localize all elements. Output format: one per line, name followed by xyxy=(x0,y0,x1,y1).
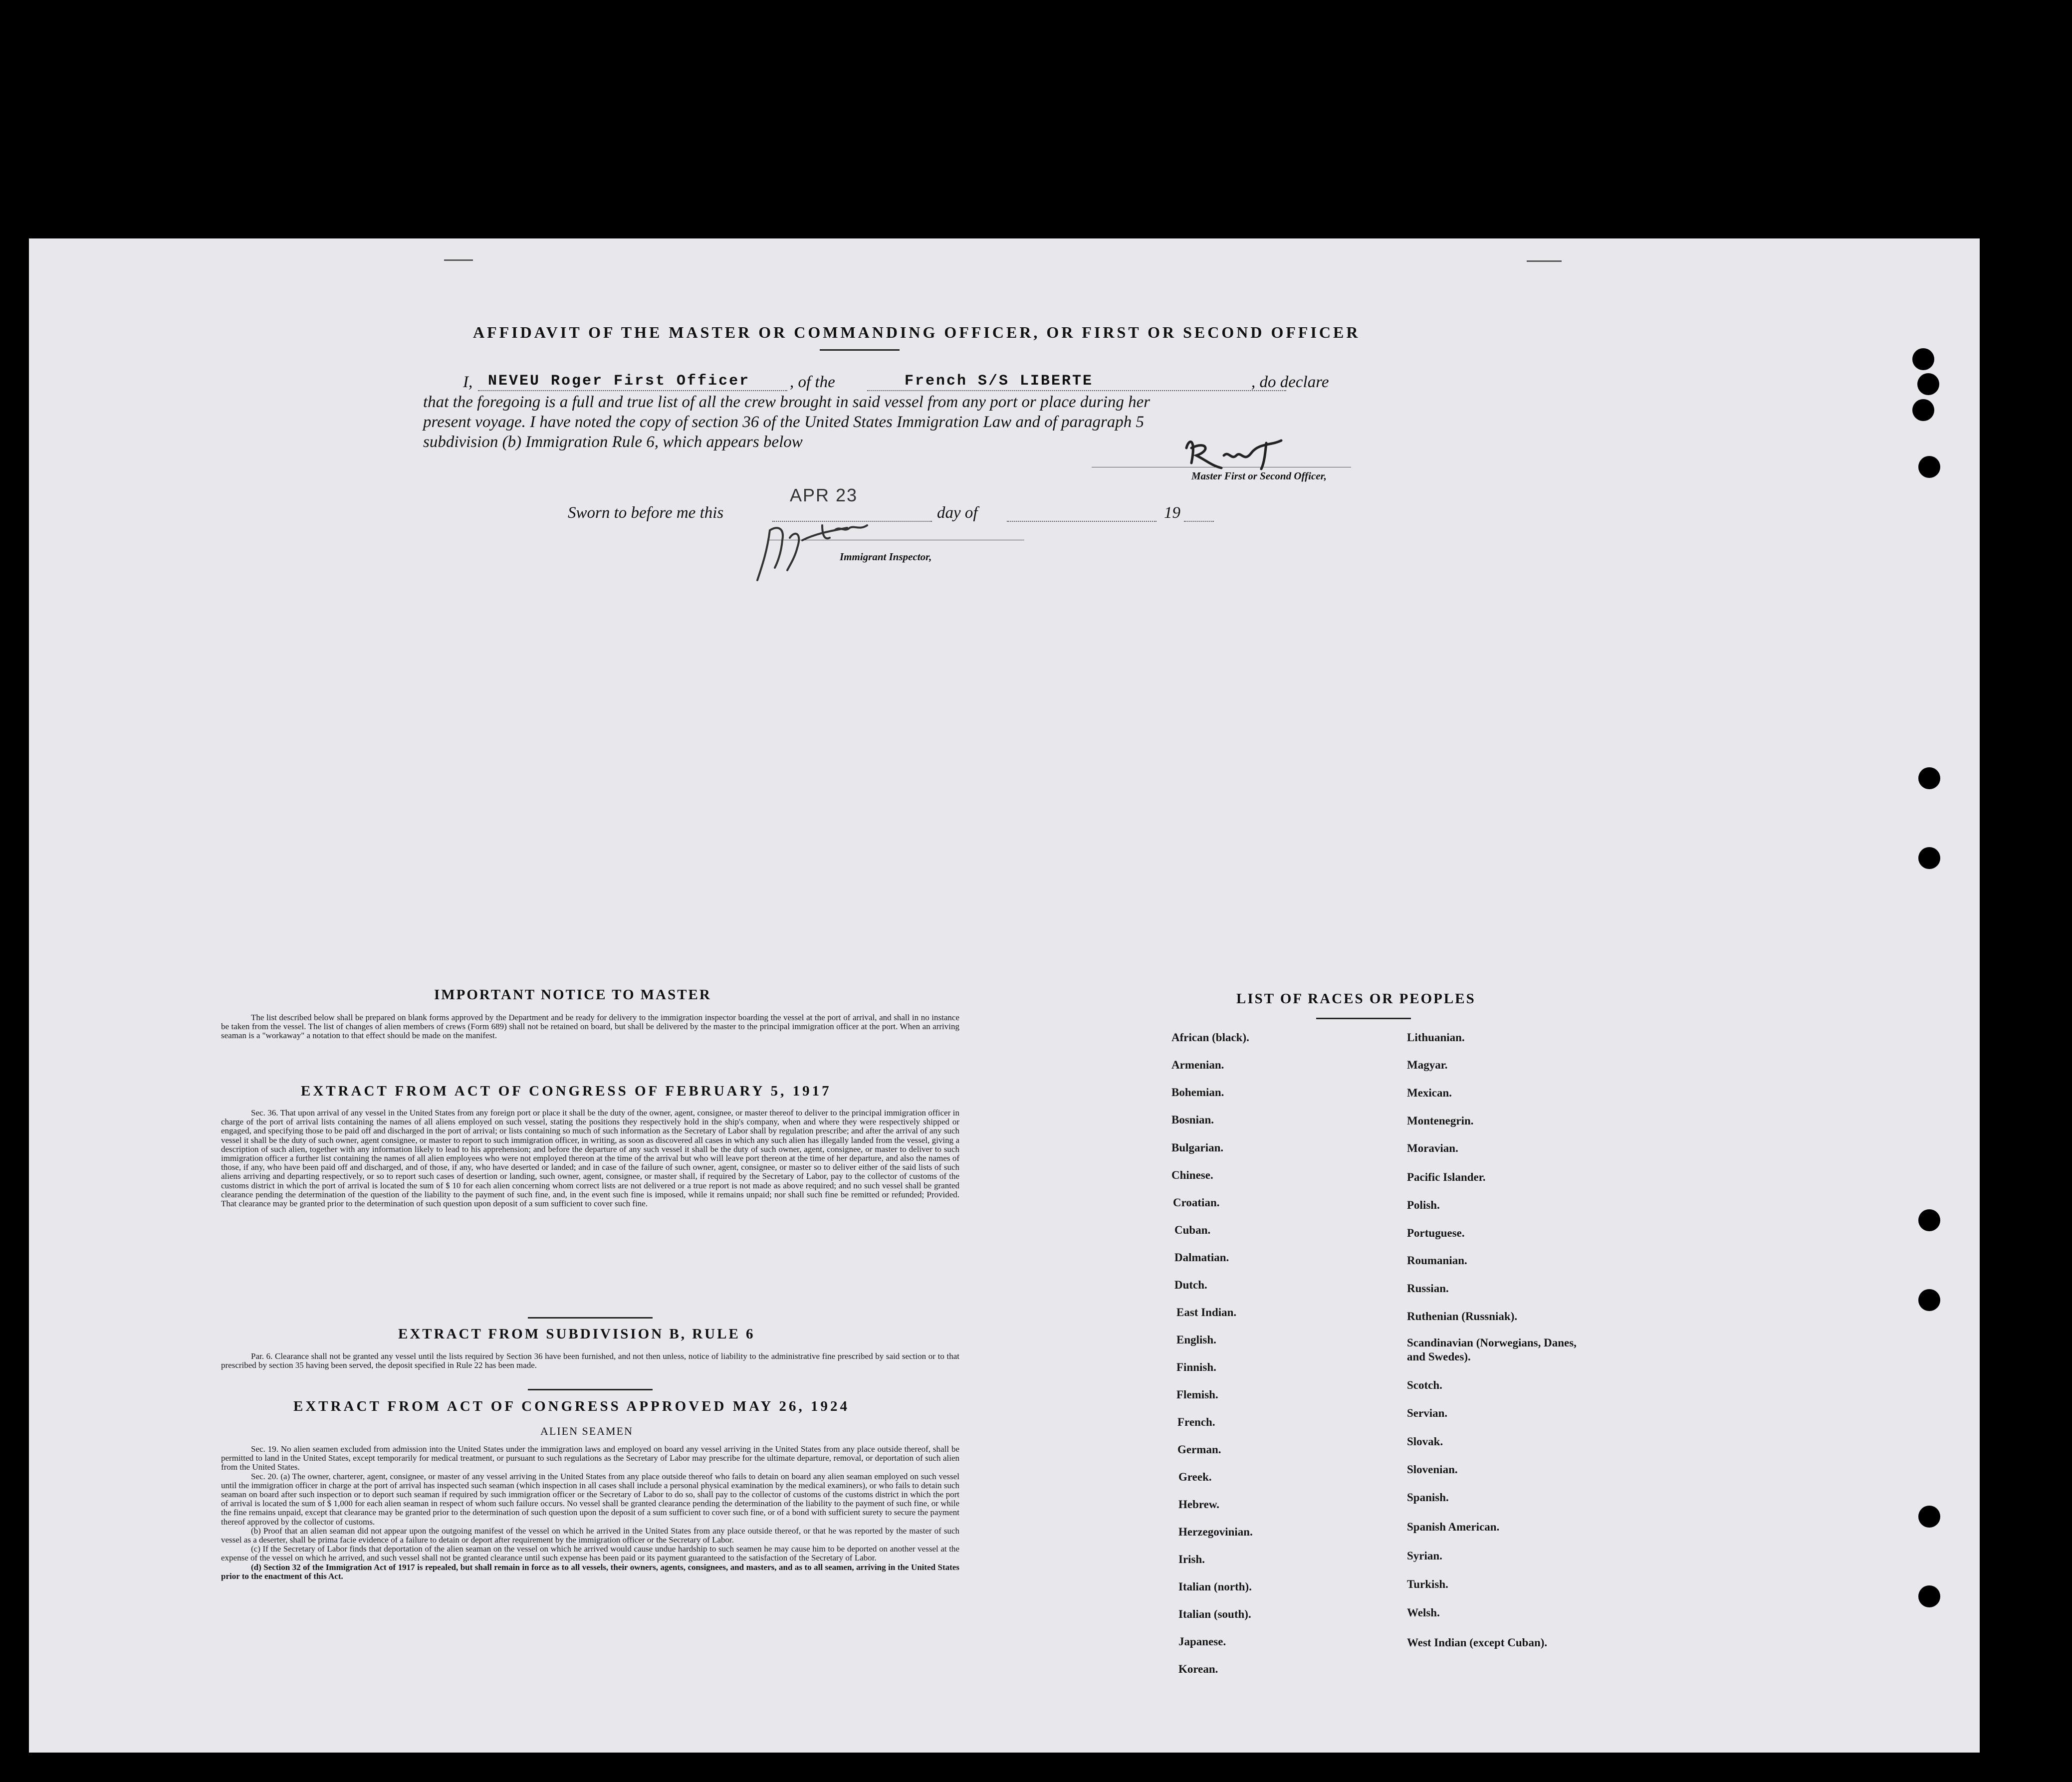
affidavit-title-rule xyxy=(820,349,900,351)
punch-hole xyxy=(1918,1289,1940,1311)
notice-paragraph: The list described below shall be prepared on blank forms approved by the Department and be ready for delivery to the immigration inspector boarding the vessel at the port of arrival, and shall in no instance be taken from the vessel. The list of changes of alien members of crews (Form 689) shall not be retained on board, but shall be delivered by the master to the principal immigration officer at the port. When an arriving seaman is a "workaway" a notation to that effect should be made on the manifest. xyxy=(221,1013,959,1041)
month-line xyxy=(1007,521,1156,522)
officer-signature xyxy=(1176,433,1296,473)
race-item: African (black). xyxy=(1171,1031,1249,1044)
race-item: Japanese. xyxy=(1178,1635,1226,1648)
affidavit-line1-i: I, xyxy=(463,373,473,391)
punch-hole xyxy=(1918,767,1940,789)
race-item: Portuguese. xyxy=(1407,1227,1465,1239)
race-item: Spanish. xyxy=(1407,1491,1449,1504)
extract3-paragraph: Sec. 19. No alien seamen excluded from admission into the United States under the immigration laws and employed on board any vessel arriving in the United States from any place outside thereof, shall be permitted to land in the United States, except temporarily for medical treatment, or pursuant to such regulations as the Secretary of Labor may prescribe for the ultimate departure, removal, or deportation of such alien from the United States. xyxy=(221,1444,959,1472)
extract3-paragraph: (b) Proof that an alien seaman did not appear upon the outgoing manifest of the vessel on which he arrived in the United States from any place outside thereof, or that he was reported by the master of such vessel as a deserter, shall be prima facie evidence of a failure to detain or deport after requirement by the immigration officer or the Secretary of Labor. xyxy=(221,1526,959,1545)
year-line xyxy=(1184,521,1214,522)
race-item: Bulgarian. xyxy=(1171,1141,1224,1154)
extract1-title: EXTRACT FROM ACT OF CONGRESS OF FEBRUARY 5, 1917 xyxy=(301,1083,832,1099)
race-item: Moravian. xyxy=(1407,1142,1458,1154)
race-item: Cuban. xyxy=(1174,1224,1211,1236)
race-item: Croatian. xyxy=(1173,1196,1220,1209)
race-item: Herzegovinian. xyxy=(1178,1526,1253,1538)
race-item: Dalmatian. xyxy=(1174,1251,1229,1264)
inspector-label: Immigrant Inspector, xyxy=(840,551,932,563)
race-item: Lithuanian. xyxy=(1407,1031,1465,1044)
race-item: Greek. xyxy=(1178,1471,1212,1483)
punch-hole xyxy=(1917,373,1939,395)
punch-hole xyxy=(1912,348,1934,370)
extract3-paragraph: Sec. 20. (a) The owner, charterer, agent, consignee, or master of any vessel arriving in the United States from any place outside thereof who fails to detain on board any alien seaman employed on such vessel until the immigration officer in charge at the port of arrival has inspected such seaman (which inspection in all cases shall include a personal physical examination by the medical examiners), or who fails to detain such seaman on board after such inspection or to deport such seaman if required by such immigration officer or the Secretary of Labor to do so, shall pay to the collector of customs of the customs district in which the port of arrival is located the sum of $ 1,000 for each alien seaman in respect of whom such failure occurs. No vessel shall be granted clearance pending the determination of the liability to the payment of such fine, or while the fine remains unpaid, except that clearance may be granted prior to the determination of such question upon the deposit of a sum sufficient to cover such fine, or of a bond with sufficient surety to secure the payment thereof approved by the collector of customs. xyxy=(221,1471,959,1527)
race-item: Bohemian. xyxy=(1171,1086,1224,1099)
officer-label: Master First or Second Officer, xyxy=(1191,470,1327,482)
race-item: Russian. xyxy=(1407,1282,1449,1295)
race-item: Armenian. xyxy=(1171,1059,1224,1071)
race-item: Servian. xyxy=(1407,1407,1448,1419)
extract2-title: EXTRACT FROM SUBDIVISION B, RULE 6 xyxy=(398,1326,755,1342)
race-item: Italian (south). xyxy=(1178,1608,1251,1620)
race-item: Montenegrin. xyxy=(1407,1114,1474,1127)
punch-hole xyxy=(1918,847,1940,869)
race-item: Dutch. xyxy=(1174,1279,1207,1291)
notice-title: IMPORTANT NOTICE TO MASTER xyxy=(434,987,711,1003)
race-item: Welsh. xyxy=(1407,1606,1440,1619)
extract3-rule xyxy=(528,1389,653,1390)
affidavit-line3: present voyage. I have noted the copy of section 36 of the United States Immigration Law and of paragraph 5 xyxy=(423,413,1145,431)
day-of-label: day of xyxy=(937,504,978,522)
extract3-paragraph: (c) If the Secretary of Labor finds that deportation of the alien seaman on the vessel on which he arrived would cause undue hardship to such seamen he may cause him to be deported on another vessel at the expense of the vessel on which he arrived, and such vessel shall not be granted clearance until such expense has been paid or its payment guaranteed to the satisfaction of the Secretary of Labor. xyxy=(221,1544,959,1563)
extract2-paragraph: Par. 6. Clearance shall not be granted any vessel until the lists required by Section 36 have been furnished, and not then unless, notice of liability to the administrative fine prescribed by said section or to that prescribed by section 35 having been served, the deposit specified in Rule 22 has been made. xyxy=(221,1351,959,1370)
race-item: Pacific Islander. xyxy=(1407,1171,1486,1183)
year-prefix: 19 xyxy=(1164,504,1180,522)
affidavit-declare: , do declare xyxy=(1251,373,1329,391)
punch-hole xyxy=(1918,1585,1940,1607)
affidavit-title: AFFIDAVIT OF THE MASTER OR COMMANDING OFFICER, OR FIRST OR SECOND OFFICER xyxy=(473,323,1361,341)
race-item: Spanish American. xyxy=(1407,1521,1500,1533)
date-stamp: APR 23 xyxy=(790,485,858,505)
extract3-paragraph: (d) Section 32 of the Immigration Act of 1917 is repealed, but shall remain in force as to all vessels, their owners, agents, consignees, and masters, and as to all seamen, arriving in the United States prior to the enactment of this Act. xyxy=(221,1562,959,1581)
registration-mark-right xyxy=(1527,260,1562,262)
vessel-field: French S/S LIBERTE xyxy=(905,373,1094,390)
race-item: Bosnian. xyxy=(1171,1114,1214,1126)
race-item: Flemish. xyxy=(1176,1388,1218,1401)
race-item: Magyar. xyxy=(1407,1059,1448,1071)
document-page xyxy=(29,238,1980,1753)
extract1-text xyxy=(221,1109,959,1208)
race-item: German. xyxy=(1177,1443,1221,1456)
affidavit-line4: subdivision (b) Immigration Rule 6, which appears below xyxy=(423,433,803,451)
race-item: Ruthenian (Russniak). xyxy=(1407,1310,1518,1323)
race-item: Turkish. xyxy=(1407,1578,1448,1590)
race-item: Mexican. xyxy=(1407,1087,1452,1099)
extract2-text xyxy=(221,1352,959,1370)
race-item: East Indian. xyxy=(1176,1306,1237,1319)
registration-mark-left xyxy=(444,259,473,261)
notice-text xyxy=(221,1013,959,1041)
race-item: Polish. xyxy=(1407,1199,1440,1211)
extract3-subtitle: ALIEN SEAMEN xyxy=(540,1425,633,1437)
race-item: Korean. xyxy=(1178,1663,1218,1675)
extract3-title: EXTRACT FROM ACT OF CONGRESS APPROVED MAY 26, 1924 xyxy=(293,1398,850,1414)
sworn-prefix: Sworn to before me this xyxy=(568,504,724,522)
extract3-text xyxy=(221,1445,959,1581)
race-item: Syrian. xyxy=(1407,1550,1442,1562)
extract2-rule xyxy=(528,1317,653,1319)
race-item: West Indian (except Cuban). xyxy=(1407,1636,1548,1649)
punch-hole xyxy=(1918,1209,1940,1231)
race-item: Scandinavian (Norwegians, Danes, and Swedes). xyxy=(1407,1336,1577,1363)
race-item: Finnish. xyxy=(1176,1361,1216,1373)
race-item: Chinese. xyxy=(1171,1169,1213,1181)
inspector-signature xyxy=(747,510,897,585)
affidavit-line2: that the foregoing is a full and true list of all the crew brought in said vessel from any port or place during her xyxy=(423,393,1151,411)
punch-hole xyxy=(1918,456,1940,478)
race-item: English. xyxy=(1176,1334,1216,1346)
race-item: Roumanian. xyxy=(1407,1254,1467,1267)
punch-hole xyxy=(1912,399,1934,421)
race-item: French. xyxy=(1177,1416,1215,1428)
races-title: LIST OF RACES OR PEOPLES xyxy=(1236,991,1476,1007)
affidavit-of-the: , of the xyxy=(790,373,835,391)
race-item: Italian (north). xyxy=(1178,1580,1252,1593)
races-title-rule xyxy=(1316,1018,1411,1019)
race-item: Irish. xyxy=(1178,1553,1205,1565)
race-item: Slovak. xyxy=(1407,1435,1443,1448)
race-item: Hebrew. xyxy=(1178,1498,1219,1511)
punch-hole xyxy=(1918,1506,1940,1528)
race-item: Slovenian. xyxy=(1407,1463,1458,1476)
extract1-paragraph: Sec. 36. That upon arrival of any vessel in the United States from any foreign port or place it shall be the duty of the owner, agent, consignee, or master thereof to deliver to the principal immigration officer in charge of the port of arrival lists containing the names of all aliens employed on such vessel, stating the positions they respectively hold in the ship's company, when and where they were respectively shipped or engaged, and specifying those to be paid off and discharged in the port of arrival; or lists containing so much of such information as the Secretary of Labor shall by regulation prescribe; and after the arrival of any such vessel it shall be the duty of such owner, agent consignee, or master to report to such immigration officer, in writing, as soon as discovered all cases in which any such alien has illegally landed from the vessel, giving a description of such alien, together with any information likely to lead to his apprehension; and before the departure of any such vessel it shall be the duty of such owner, agent, consignee, or master to deliver to such immigration officer a further list containing the names of all alien employees who were not employed thereon at the time of the arrival but who will leave port thereon at the time of her departure, and also the names of those, if any, who have been paid off and discharged, and of those, if any, who have deserted or landed; and in case of the failure of such owner, agent, consignee, or master so to deliver either of the said lists of such aliens arriving and departing respectively, or so to report such cases of desertion or landing, such owner, agent, consignee, or master shall, if required by the Secretary of Labor, pay to the collector of customs of the customs district in which the port of arrival is located the sum of $ 10 for each alien concerning whom correct lists are not delivered or a true report is not made as above required; and no such vessel shall be granted clearance pending the determination of the question of the liability to the payment of such fine, and, in the event such fine is imposed, while it remains unpaid; nor shall such fine be remitted or refunded; Provided. That clearance may be granted prior to the determination of such question upon deposit of a sum sufficient to cover such fine. xyxy=(221,1108,959,1209)
officer-name-field: NEVEU Roger First Officer xyxy=(488,373,750,390)
race-item: Scotch. xyxy=(1407,1379,1442,1391)
